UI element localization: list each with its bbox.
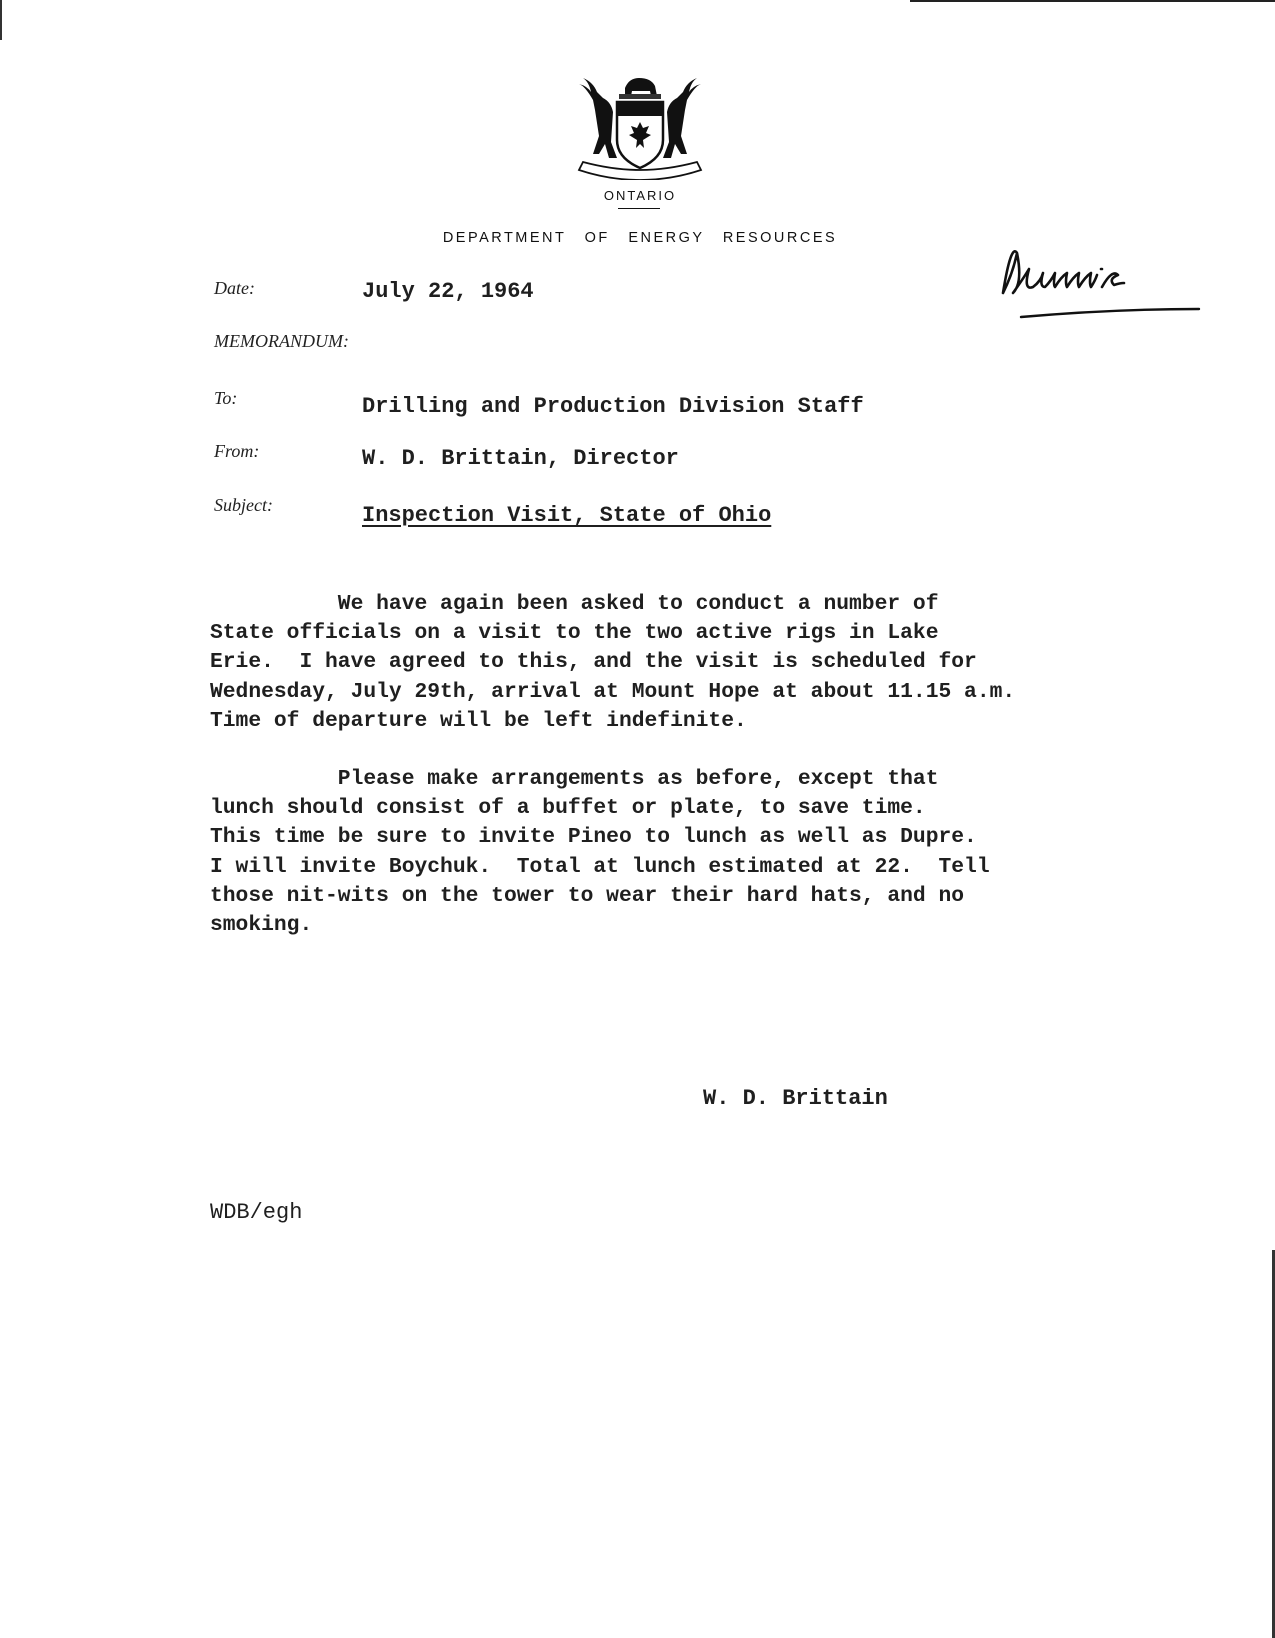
date-value: July 22, 1964 — [362, 279, 534, 304]
from-value: W. D. Brittain, Director — [362, 446, 679, 471]
scan-edge-top — [910, 0, 1275, 2]
ontario-coat-of-arms-icon — [575, 70, 705, 180]
to-label: To: — [214, 388, 238, 408]
memorandum-label: MEMORANDUM: — [214, 331, 349, 351]
to-value: Drilling and Production Division Staff — [362, 394, 864, 419]
from-label: From: — [214, 441, 260, 461]
signer-name: W. D. Brittain — [703, 1086, 888, 1111]
handwritten-annotation-dennis — [995, 235, 1205, 335]
reference-initials: WDB/egh — [210, 1200, 303, 1225]
body-paragraph-1: We have again been asked to conduct a number of State officials on a visit to the two active rigs in Lake Erie. I have agreed to this, and the visit is scheduled for Wednesday, July 29th, arrival at Mount Hope at about 11.15 a.m. Time of departure will be left indefinite. — [210, 592, 1016, 733]
body-paragraph-2: Please make arrangements as before, except that lunch should consist of a buffet or plate, to save time. This time be sure to invite Pineo to lunch as well as Dupre. I will invite Boychuk. Total at lunch estimated at 22. Tell those nit-wits on the tower to wear their hard hats, and no smoking. — [210, 767, 990, 938]
scan-edge-left — [0, 0, 2, 40]
date-label: Date: — [214, 278, 255, 298]
letterhead-divider — [618, 208, 660, 209]
subject-value: Inspection Visit, State of Ohio — [362, 503, 772, 528]
letterhead-province: ONTARIO — [603, 188, 677, 203]
subject-label: Subject: — [214, 495, 273, 515]
letterhead-department: DEPARTMENT OF ENERGY RESOURCES — [442, 230, 838, 246]
